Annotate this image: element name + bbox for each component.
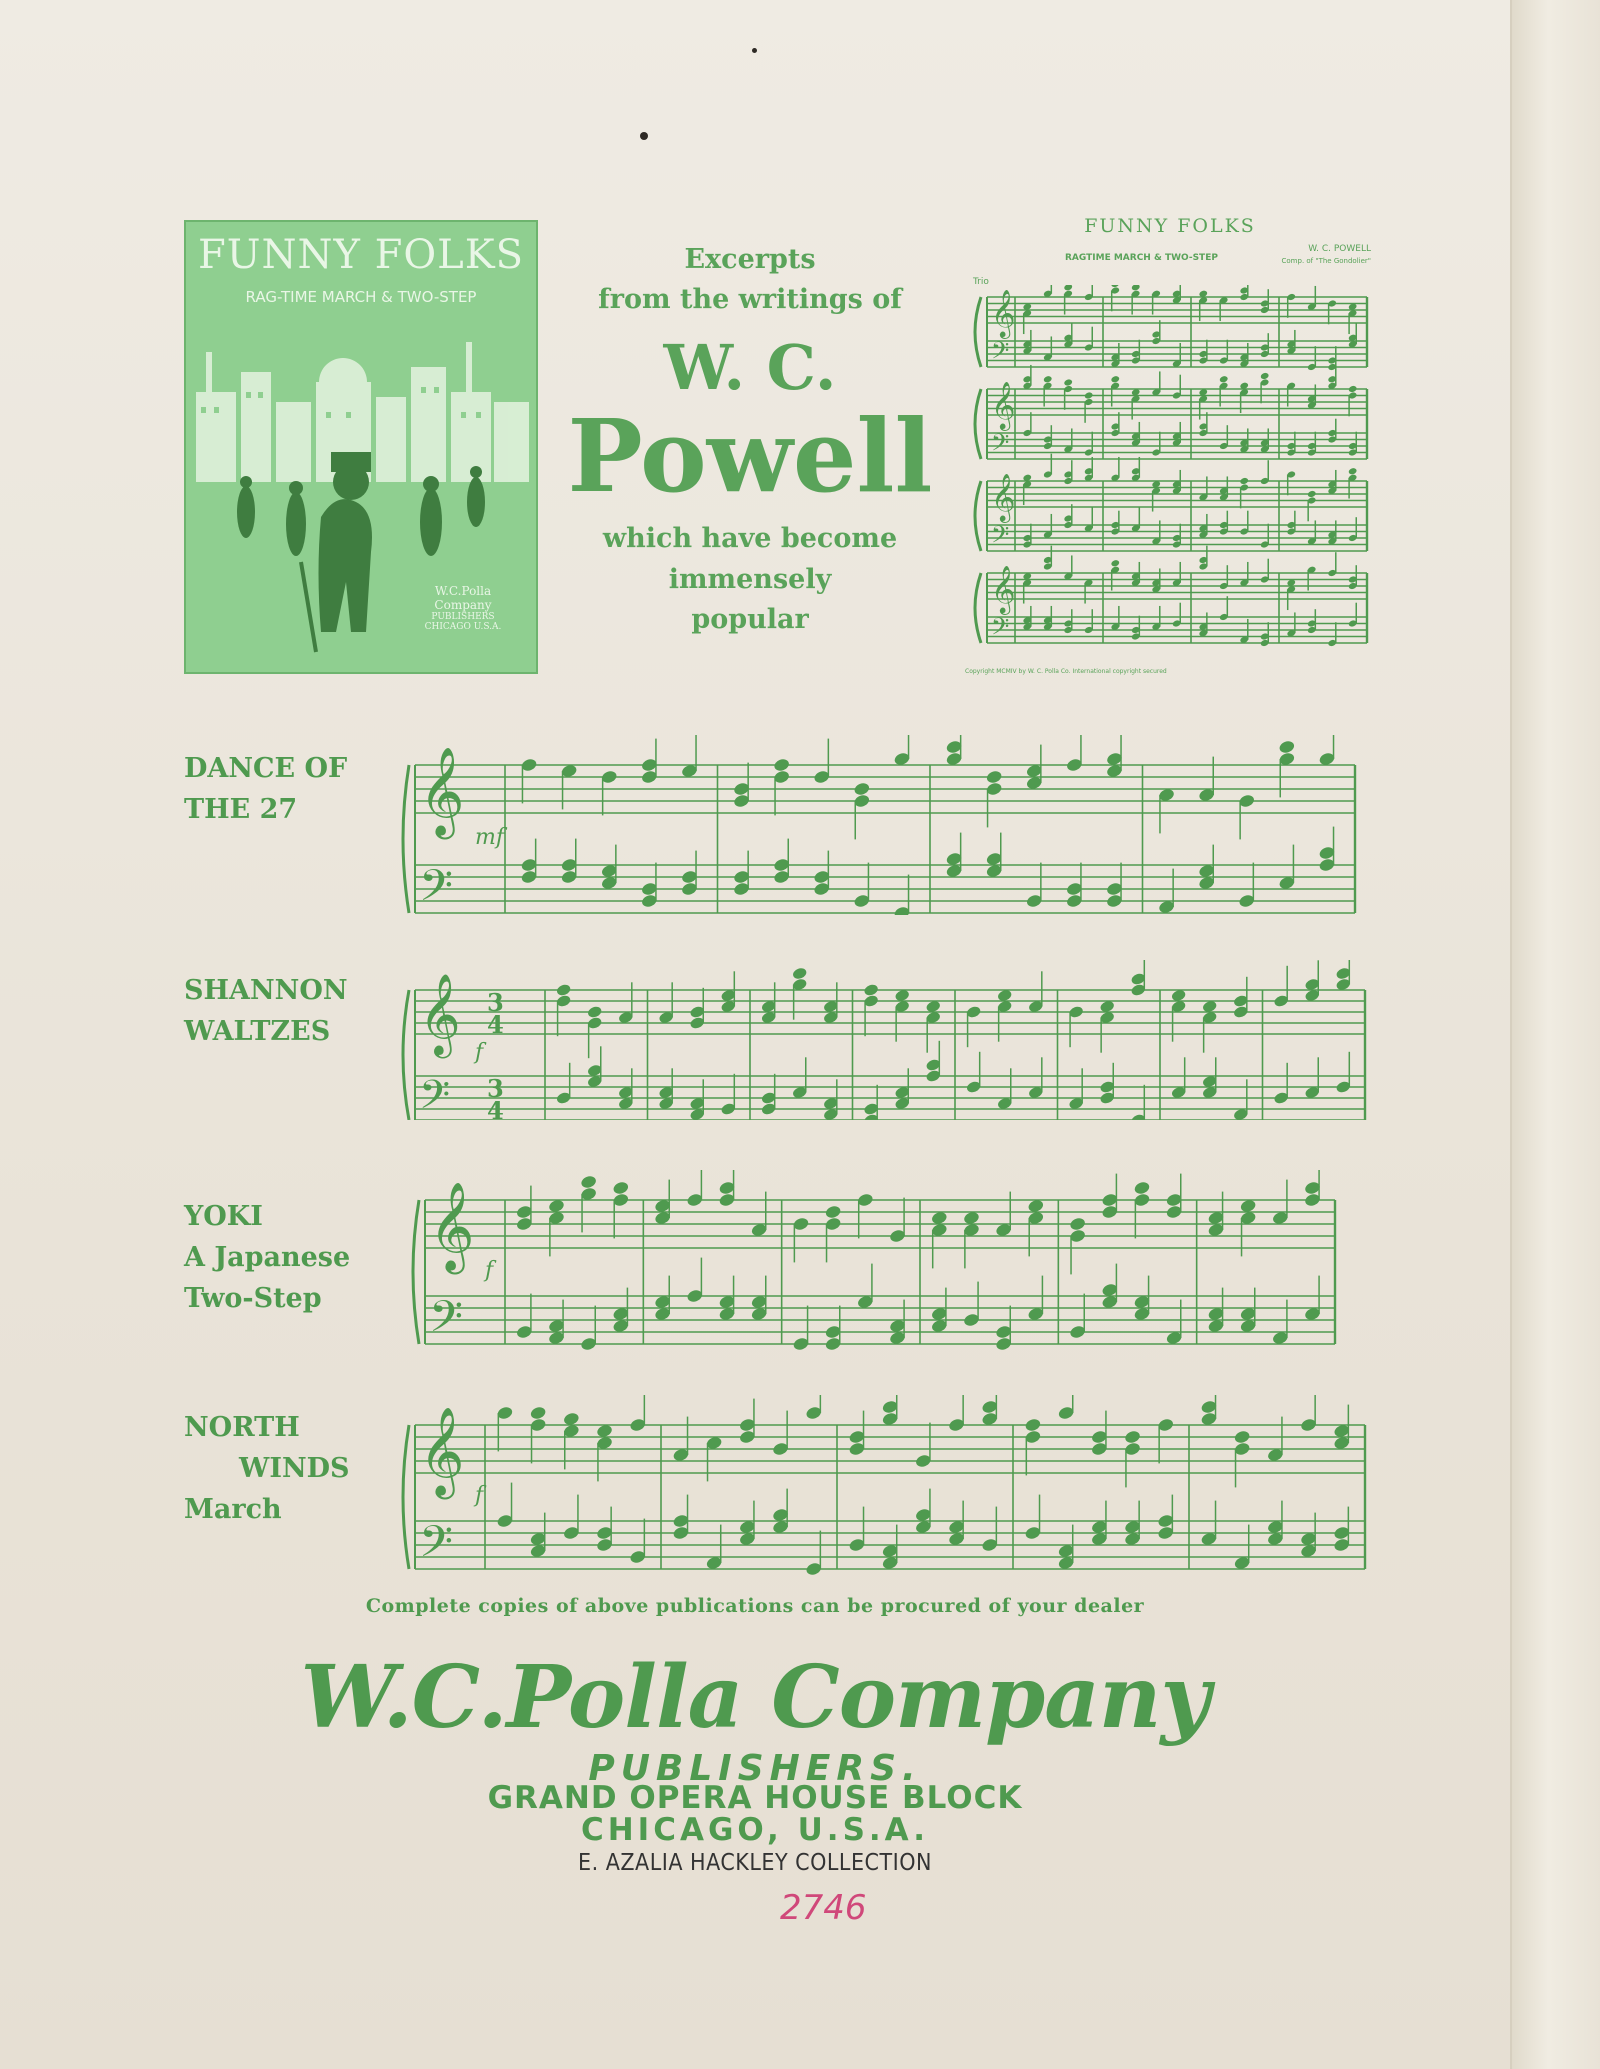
piece-label-line: YOKI xyxy=(184,1201,263,1232)
score-copyright: Copyright MCMIV by W. C. Polla Co. International copyright secured xyxy=(965,668,1167,675)
cover-publisher xyxy=(408,584,518,632)
note-head xyxy=(1348,467,1358,475)
publisher-logo: W.C.Polla Company xyxy=(300,1647,1210,1748)
note-head xyxy=(1233,1429,1251,1444)
publisher-line-1: PUBLISHERS. xyxy=(588,1748,922,1789)
score-composer-note: Comp. of "The Gondolier" xyxy=(1281,257,1371,265)
note-head xyxy=(1219,375,1229,383)
note-head xyxy=(1348,385,1358,393)
system-brace xyxy=(975,389,981,459)
system-brace xyxy=(403,990,409,1120)
piece-label-line: Two-Step xyxy=(184,1283,322,1314)
note-head xyxy=(1063,378,1073,386)
intro-line-3: which have become xyxy=(602,523,898,554)
treble-clef: 𝄞 xyxy=(429,1182,475,1271)
intro-text xyxy=(560,240,940,640)
score-title: FUNNY FOLKS xyxy=(1084,215,1256,237)
piece-label-line: A Japanese xyxy=(184,1242,351,1273)
intro-line-4: immensely xyxy=(668,564,832,595)
note-head xyxy=(1131,285,1141,291)
accession-number: 2746 xyxy=(780,1888,867,1928)
bass-clef: 𝄢 xyxy=(419,1072,451,1120)
note-head xyxy=(612,1180,630,1195)
treble-clef: 𝄞 xyxy=(991,288,1016,337)
note-head xyxy=(1260,372,1270,380)
dynamic-marking: f xyxy=(475,1482,484,1508)
time-signature: 4 xyxy=(487,1009,504,1039)
cover-publisher-name: W.C.Polla Company xyxy=(434,584,492,612)
piece-label-line: March xyxy=(184,1494,282,1525)
note-head xyxy=(1133,1180,1151,1195)
cover-publisher-sub: PUBLISHERS CHICAGO U.S.A. xyxy=(424,612,502,632)
bass-clef: 𝄢 xyxy=(419,1517,453,1575)
publisher-line-2: GRAND OPERA HOUSE BLOCK xyxy=(487,1780,1023,1816)
note-head xyxy=(1110,559,1120,567)
time-signature: 4 xyxy=(487,1095,504,1120)
note-head xyxy=(1307,490,1317,498)
system-brace xyxy=(975,573,981,643)
piece-label-line: WALTZES xyxy=(184,1016,331,1047)
funny-folks-score xyxy=(965,215,1375,675)
note-head xyxy=(1124,1429,1142,1444)
piece-excerpt-shannon-waltzes xyxy=(395,960,1375,1120)
note-head xyxy=(1084,391,1094,399)
system-brace xyxy=(413,1200,419,1344)
note-head xyxy=(529,1405,547,1420)
piece-label-dance-of-the-27 xyxy=(184,748,347,830)
note-head xyxy=(1278,739,1296,754)
note-head xyxy=(1024,1417,1042,1432)
note-head xyxy=(587,1005,603,1019)
piece-label-line: WINDS xyxy=(239,1453,350,1484)
score-subtitle: RAGTIME MARCH & TWO-STEP xyxy=(1065,253,1218,263)
composer-name: Powell xyxy=(567,397,933,515)
bass-clef: 𝄢 xyxy=(991,336,1010,370)
score-composer xyxy=(1282,243,1371,267)
note-head xyxy=(792,967,808,981)
time-signature: 3 xyxy=(487,987,504,1017)
note-head xyxy=(580,1174,598,1189)
piece-label-line: THE 27 xyxy=(184,794,298,825)
cover-subtitle: RAG-TIME MARCH & TWO-STEP xyxy=(245,288,477,306)
note-head xyxy=(1069,1216,1087,1231)
dealer-note: Complete copies of above publications can be procured of your dealer xyxy=(365,1595,1145,1617)
note-head xyxy=(985,769,1003,784)
system-brace xyxy=(975,481,981,551)
treble-clef: 𝄞 xyxy=(991,380,1016,429)
dynamic-marking: f xyxy=(485,1257,494,1283)
note-head xyxy=(1043,375,1053,383)
note-head xyxy=(1063,285,1073,291)
paper-speck xyxy=(640,132,648,140)
piece-excerpt-north-winds xyxy=(395,1395,1375,1575)
piece-label-yoki xyxy=(184,1196,350,1319)
publisher-line-3: CHICAGO, U.S.A. xyxy=(580,1812,930,1848)
paper-speck xyxy=(752,48,757,53)
piece-label-line: SHANNON xyxy=(184,975,348,1006)
score-tempo: Trio xyxy=(973,277,989,287)
note-head xyxy=(556,983,572,997)
system-brace xyxy=(403,765,409,913)
treble-clef: 𝄞 xyxy=(419,973,461,1055)
piece-label-line: DANCE OF xyxy=(184,753,348,784)
note-head xyxy=(824,1204,842,1219)
binding-edge xyxy=(1510,0,1600,2069)
dynamic-marking: mf xyxy=(475,825,505,851)
treble-clef: 𝄞 xyxy=(419,747,465,836)
treble-clef: 𝄞 xyxy=(991,564,1016,613)
collection-stamp: E. AZALIA HACKLEY COLLECTION xyxy=(578,1850,932,1876)
bass-clef: 𝄢 xyxy=(419,861,453,915)
score-staves xyxy=(965,285,1375,655)
piece-excerpt-dance-of-the-27 xyxy=(395,735,1365,915)
piece-label-shannon-waltzes xyxy=(184,970,348,1052)
piece-excerpt-yoki xyxy=(405,1170,1345,1350)
treble-clef: 𝄞 xyxy=(419,1407,465,1496)
system-brace xyxy=(975,297,981,367)
note-head xyxy=(863,983,879,997)
funny-folks-cover-image xyxy=(184,220,538,674)
composer-initials: W. C. xyxy=(663,331,837,404)
intro-line-2: from the writings of xyxy=(598,284,902,315)
dynamic-marking: f xyxy=(475,1040,484,1066)
piece-label-north-winds xyxy=(184,1407,350,1530)
score-composer-name: W. C. POWELL xyxy=(1308,244,1371,254)
cover-title: FUNNY FOLKS xyxy=(198,232,524,278)
intro-line-1: Excerpts xyxy=(684,244,816,275)
time-signature: 3 xyxy=(487,1073,504,1103)
note-head xyxy=(853,781,871,796)
note-head xyxy=(773,757,791,772)
bass-clef: 𝄢 xyxy=(991,612,1010,646)
system-brace xyxy=(403,1425,409,1569)
bass-clef: 𝄢 xyxy=(429,1292,463,1350)
bass-clef: 𝄢 xyxy=(991,520,1010,554)
note-head xyxy=(1110,375,1120,383)
piece-label-line: NORTH xyxy=(184,1412,300,1443)
note-head xyxy=(1239,477,1249,485)
intro-line-5: popular xyxy=(691,604,809,635)
bass-clef: 𝄢 xyxy=(991,428,1010,462)
treble-clef: 𝄞 xyxy=(991,472,1016,521)
